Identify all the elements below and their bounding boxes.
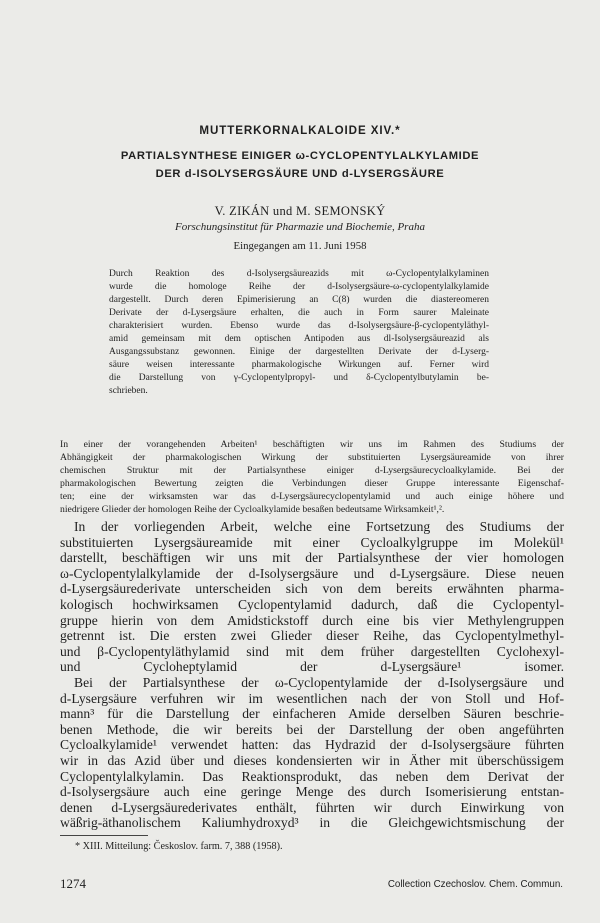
body-line: d-Lysergsäurederivate unterscheiden sich von dem bereits erwähnten pharma- — [60, 581, 564, 597]
abstract-line: Ausgangssubstanz gewonnen. Einige der dargestellten Derivate der d-Lyserg- — [109, 347, 489, 357]
body-line: d-Lysergsäure verfuhren wir im wesentlichen nach der von Stoll und Hof- — [60, 690, 564, 706]
abstract-line: wurde die homologe Reihe der d-Isolysergsäure-ω-cyclopentylalkylamide — [109, 282, 489, 292]
body-line: Cyclopentylalkylamin. Das Reaktionsprodukt, das neben dem Derivat der — [60, 768, 564, 784]
intro-line: pharmakologischen Bewertung zeigten die Verbindungen dieser Gruppe interessante Eigenschaf- — [60, 478, 564, 490]
body-line: benen Methode, die wir bereits bei der Darstellung der oben angeführten — [60, 721, 564, 737]
intro-line: ten; eine der wirksamsten war das d-Lysergsäurecyclopentylamid und auch einige höhere und — [60, 491, 564, 503]
abstract-line: schrieben. — [109, 386, 148, 396]
footnote: * XIII. Mitteilung: Českoslov. farm. 7, 388 (1958). — [75, 841, 283, 852]
intro-line: Abhängigkeit der pharmakologischen Wirkung der substituierten Lysergsäureamide von ihrer — [60, 452, 564, 464]
body-line: d-Isolysergsäure auch eine geringe Menge des durch Isomerisierung entstan- — [60, 784, 564, 800]
footnote-divider — [60, 835, 148, 836]
abstract-line: Durch Reaktion des d-Isolysergsäureazids mit ω-Cyclopentylalkylaminen — [109, 269, 489, 279]
body-line: ω-Cyclopentylalkylamide der d-Isolysergsäure und d-Lysergsäure. Diese neuen — [60, 565, 564, 581]
article-series-title: MUTTERKORNALKALOIDE XIV.* — [199, 124, 401, 137]
body-line: Cycloalkylamide¹ verwendet hatten: das Hydrazid der d-Isolysergsäure führten — [60, 737, 564, 753]
abstract — [109, 268, 489, 398]
institute: Forschungsinstitut für Pharmazie und Biochemie, Praha — [175, 221, 425, 233]
abstract-line: die Darstellung von γ-Cyclopentylpropyl- und δ-Cyclopentylbutylamin be- — [109, 373, 489, 383]
abstract-line: charakterisiert wurden. Ebenso wurde das d-Isolysergsäure-β-cyclopentyläthyl- — [109, 321, 489, 331]
page-number: 1274 — [60, 876, 86, 891]
journal-name: Collection Czechoslov. Chem. Commun. — [387, 879, 563, 890]
body-line: mann³ für die Darstellung der einfacheren Amide derselben Säuren beschrie- — [60, 706, 564, 722]
received-date: Eingegangen am 11. Juni 1958 — [233, 240, 367, 252]
body-line: getrennt ist. Die ersten zwei Glieder dieser Reihe, das Cyclopentylmethyl- — [60, 628, 564, 644]
abstract-line: amid gemeinsam mit dem optischen Antipoden aus dl-Isolysergsäureazid als — [109, 334, 489, 344]
body-line: kologisch hochwirksamen Cyclopentylamid dadurch, daß die Cyclopentyl- — [60, 596, 564, 612]
intro-paragraph — [60, 438, 564, 517]
body-line: wäßrig-äthanolischem Kaliumhydroxyd³ in die Gleichgewichtsmischung der — [60, 815, 564, 831]
body-line: denen d-Lysergsäurederivates enthält, führten wir durch Einwirkung von — [60, 799, 564, 815]
body-line: darstellt, beschäftigen wir uns mit der Partialsynthese der vier homologen — [60, 550, 564, 566]
body-line: und β-Cyclopentyläthylamid sind mit dem früher dargestellten Cyclohexyl- — [60, 643, 564, 659]
body-text — [60, 519, 564, 831]
body-line: wir in das Azid über und dieses kondensierten wir in Äther mit überschüssigem — [60, 752, 564, 768]
intro-line: niedrigere Glieder der homologen Reihe der Cycloalkylamide besaßen bedeutsame Wirksamkeit¹,². — [60, 504, 445, 516]
intro-line: In einer der vorangehenden Arbeiten¹ beschäftigten wir uns im Rahmen des Studiums der — [60, 439, 564, 450]
abstract-line: Derivate der d-Lysergsäure erhalten, die auch in Form saurer Maleinate — [109, 308, 489, 318]
article-title-line-1: PARTIALSYNTHESE EINIGER ω-CYCLOPENTYLALKYLAMIDE — [120, 150, 480, 162]
article-title-line-2: DER d-ISOLYSERGSÄURE UND d-LYSERGSÄURE — [155, 168, 445, 180]
body-line: In der vorliegenden Arbeit, welche eine Fortsetzung des Studiums der — [74, 519, 564, 534]
abstract-line: säure weisen interessante pharmakologische Wirkungen auf. Ferner wird — [109, 360, 489, 370]
authors: V. ZIKÁN und M. SEMONSKÝ — [214, 204, 386, 218]
body-line: und Cycloheptylamid der d-Lysergsäure¹ isomer. — [60, 659, 564, 675]
abstract-line: dargestellt. Durch deren Epimerisierung an C(8) wurden die diastereomeren — [109, 295, 489, 305]
body-line: Bei der Partialsynthese der ω-Cyclopentylamide der d-Isolysergsäure und — [74, 674, 564, 690]
intro-line: chemischen Struktur mit der Partialsynthese einiger d-Lysergsäurecycloalkylamide. Bei der — [60, 465, 564, 477]
body-line: gruppe hierin von dem Amidstickstoff durch eine bis vier Methylengruppen — [60, 612, 564, 628]
body-line: substituierten Lysergsäureamide mit einer Cycloalkylgruppe im Molekül¹ — [60, 534, 564, 550]
